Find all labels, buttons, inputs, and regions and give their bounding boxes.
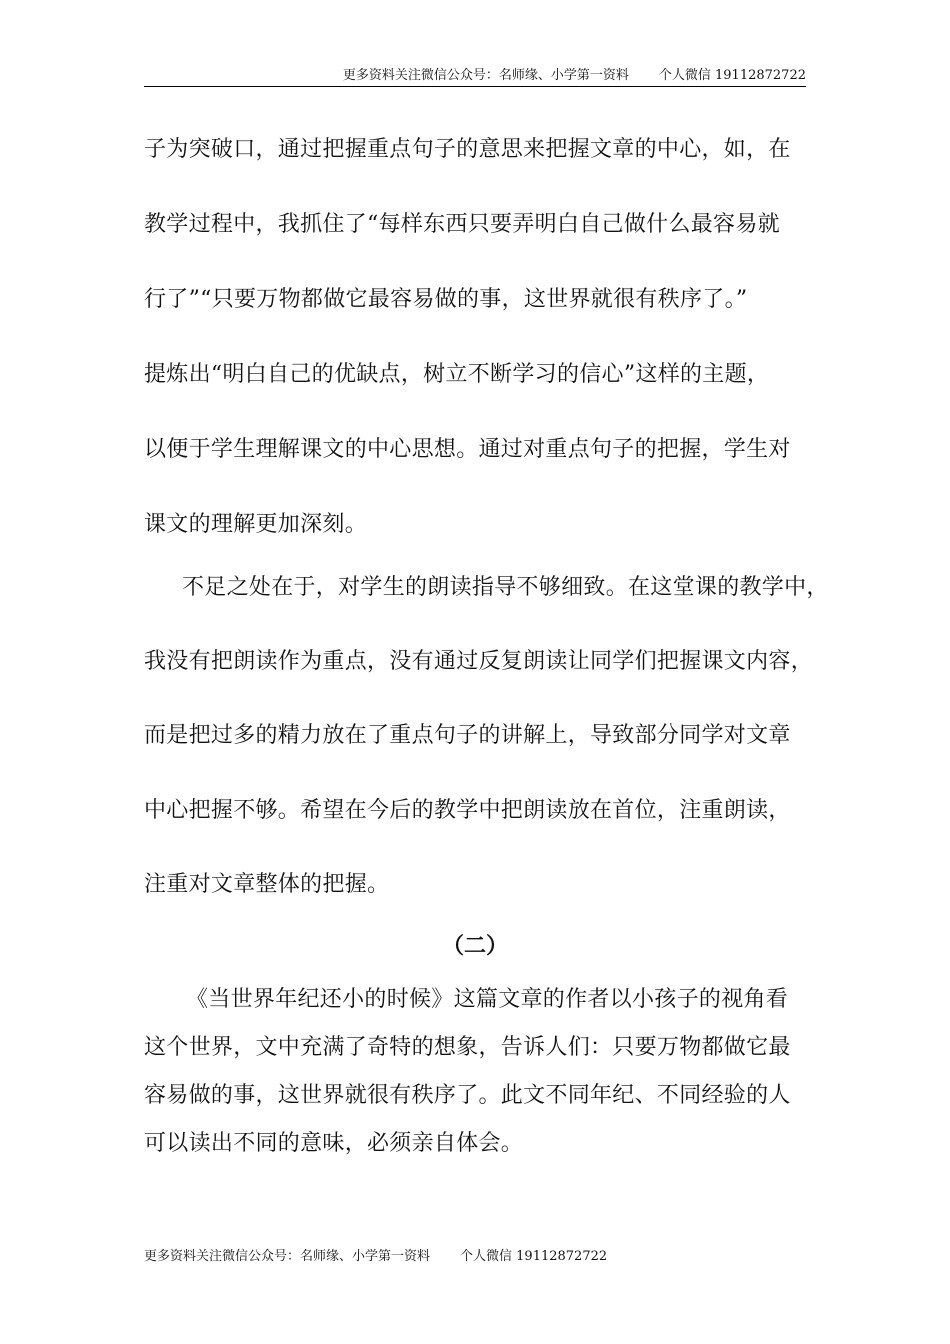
paragraph-1-line-4: 提炼出“明白自己的优缺点，树立不断学习的信心”这样的主题， [144, 362, 770, 387]
paragraph-3-line-1: 《当世界年纪还小的时候》这篇文章的作者以小孩子的视角看 [186, 987, 789, 1012]
header-source-text: 更多资料关注微信公众号：名师缘、小学第一资料 [342, 68, 629, 83]
paragraph-1-line-2: 教学过程中，我抓住了“每样东西只要弄明白自己做什么最容易就 [144, 212, 780, 237]
paragraph-1-line-3: 行了”“只要万物都做它最容易做的事，这世界就很有秩序了。” [144, 287, 748, 312]
paragraph-2-line-1: 不足之处在于，对学生的朗读指导不够细致。在这堂课的教学中， [182, 575, 829, 600]
header-contact-text: 个人微信 19112872722 [658, 68, 806, 83]
page-footer [144, 1247, 607, 1267]
paragraph-3-line-2: 这个世界，文中充满了奇特的想象，告诉人们：只要万物都做它最 [144, 1035, 791, 1060]
paragraph-3-line-4: 可以读出不同的意味，必须亲自体会。 [144, 1131, 524, 1156]
section-title: （二） [441, 933, 508, 959]
footer-contact-text: 个人微信 19112872722 [460, 1249, 608, 1264]
paragraph-2-line-4: 中心把握不够。希望在今后的教学中把朗读放在首位，注重朗读， [144, 798, 791, 823]
paragraph-1-line-1: 子为突破口，通过把握重点句子的意思来把握文章的中心，如，在 [144, 137, 791, 162]
paragraph-2-line-3: 而是把过多的精力放在了重点句子的讲解上，导致部分同学对文章 [144, 723, 791, 748]
paragraph-2-line-5: 注重对文章整体的把握。 [144, 872, 390, 897]
paragraph-3-line-3: 容易做的事，这世界就很有秩序了。此文不同年纪、不同经验的人 [144, 1083, 791, 1108]
page-header [144, 66, 806, 87]
footer-source-text: 更多资料关注微信公众号：名师缘、小学第一资料 [144, 1249, 431, 1264]
paragraph-2-line-2: 我没有把朗读作为重点，没有通过反复朗读让同学们把握课文内容， [144, 649, 814, 674]
paragraph-1-line-6: 课文的理解更加深刻。 [144, 512, 368, 537]
paragraph-1-line-5: 以便于学生理解课文的中心思想。通过对重点句子的把握，学生对 [144, 437, 791, 462]
